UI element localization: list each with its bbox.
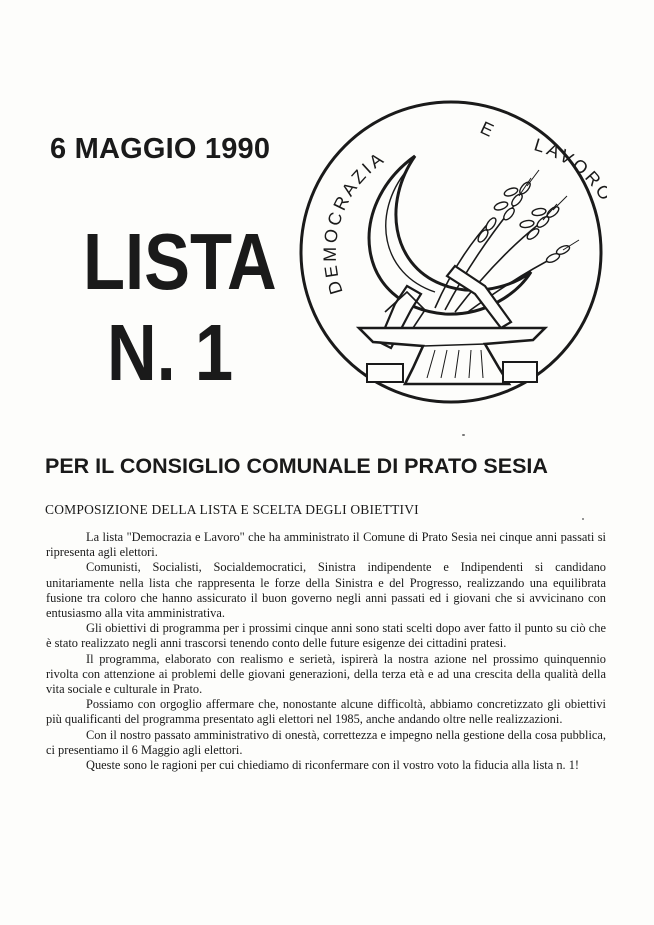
list-number: N. 1 xyxy=(107,308,234,397)
anvil-block xyxy=(367,364,403,382)
section-subheading: COMPOSIZIONE DELLA LISTA E SCELTA DEGLI OBIETTIVI xyxy=(45,502,419,517)
paragraph: Il programma, elaborato con realismo e serietà, ispirerà la nostra azione nel prossimo quinquennio rivolta con attenzione ai problemi delle giovani generazioni, della terza età e ad una crescita della qualità della vita sociale e culturale in Prato. xyxy=(46,651,606,697)
party-emblem-icon xyxy=(295,96,607,408)
election-date: 6 MAGGIO 1990 xyxy=(50,133,271,165)
main-heading: PER IL CONSIGLIO COMUNALE DI PRATO SESIA xyxy=(45,454,548,478)
paragraph: Possiamo con orgoglio affermare che, nonostante alcune difficoltà, abbiamo concretizzato gli obiettivi più qualificanti del programma presentato agli elettori nel 1985, anche andando oltre nelle realizzazioni. xyxy=(46,697,606,727)
body-text xyxy=(46,530,606,773)
list-label: LISTA xyxy=(83,217,277,306)
party-logo xyxy=(295,96,607,408)
paragraph: La lista "Democrazia e Lavoro" che ha amministrato il Comune di Prato Sesia nei cinque anni passati si ripresenta agli elettori. xyxy=(46,530,606,560)
sickle-blade xyxy=(369,156,531,314)
svg-text:LAVORO xyxy=(532,134,607,206)
paragraph: Con il nostro passato amministrativo di onestà, correttezza e impegno nella gestione della cosa pubblica, ci presentiamo il 6 Maggio agli elettori. xyxy=(46,727,606,757)
logo-text-left: DEMOCRAZIA xyxy=(319,147,390,297)
paragraph: Queste sono le ragioni per cui chiediamo di riconfermare con il vostro voto la fiducia alla lista n. 1! xyxy=(86,758,580,773)
paragraph: Comunisti, Socialisti, Socialdemocratici, Sinistra indipendente e Indipendenti si candidano unitariamente nella lista che rappresenta le forze della Sinistra e del Progresso, realizzando una equilibrata fusione tra coloro che hanno assicurato il buon governo negli anni passati ed i giovani che si avvicinano con entusiasmo alla vita amministrativa. xyxy=(46,560,606,621)
paragraph: Gli obiettivi di programma per i prossimi cinque anni sono stati scelti dopo aver fatto il punto su ciò che è stato realizzato negli anni trascorsi tenendo conto delle future esigenze dei cittadini pratesi. xyxy=(46,621,606,651)
print-speck xyxy=(582,518,584,520)
logo-text-right: LAVOR xyxy=(531,134,607,193)
print-speck xyxy=(462,434,465,436)
logo-text-conjunction: E xyxy=(477,117,497,141)
